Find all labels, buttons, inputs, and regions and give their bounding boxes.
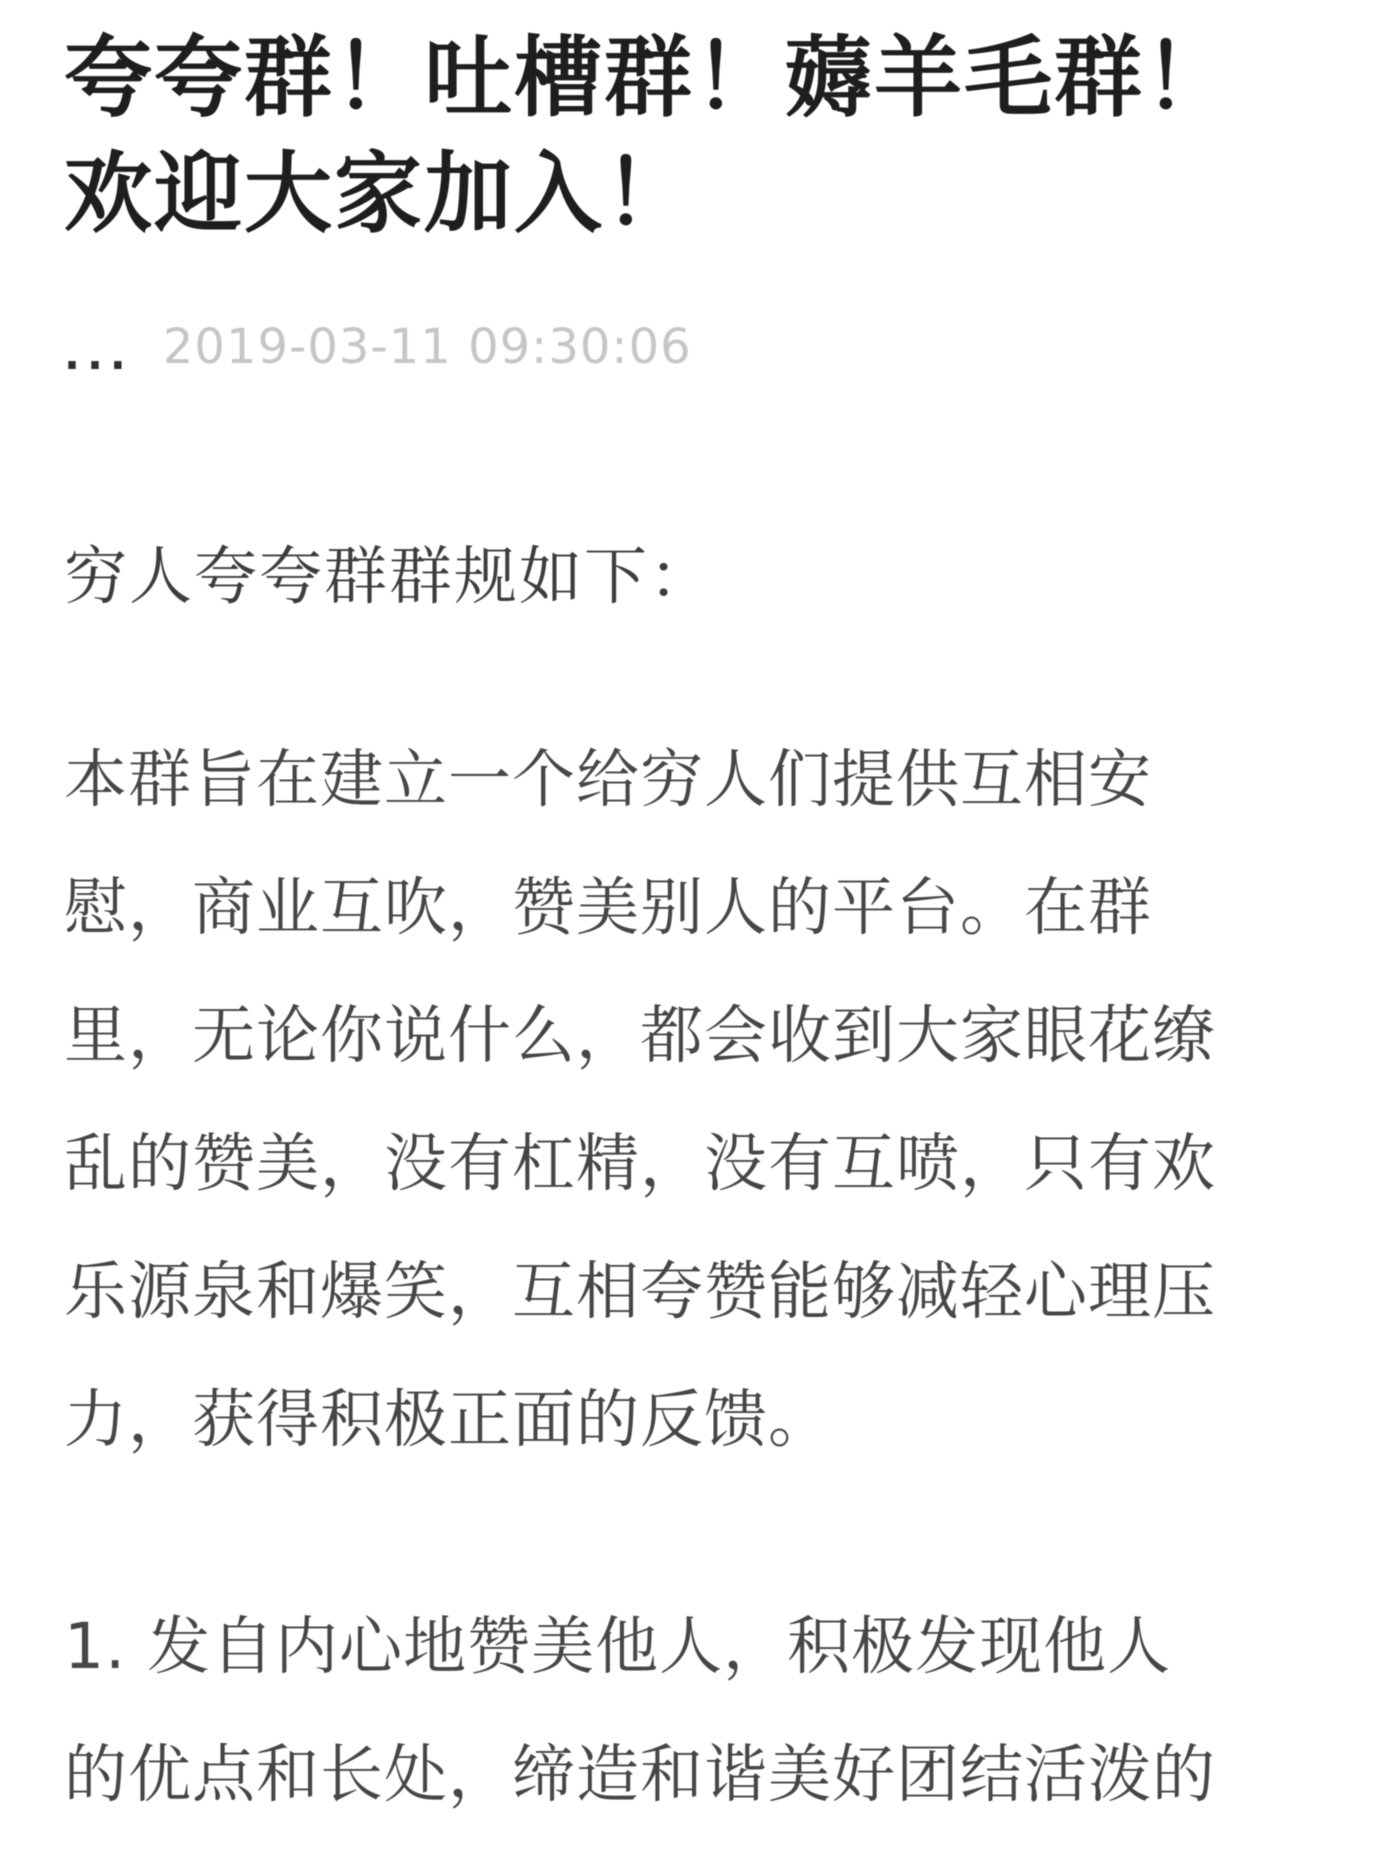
paragraph-line: 慰，商业互吹，赞美别人的平台。在群 bbox=[64, 871, 1152, 944]
paragraph-line: 乱的赞美，没有杠精，没有互喷，只有欢 bbox=[64, 1127, 1216, 1200]
author-ellipsis: ... bbox=[64, 330, 133, 379]
paragraph-line: 乐源泉和爆笑，互相夸赞能够减轻心理压 bbox=[64, 1255, 1216, 1328]
paragraph-line: 1. 发自内心地赞美他人，积极发现他人 bbox=[64, 1610, 1172, 1683]
post-timestamp: 2019-03-11 09:30:06 bbox=[162, 319, 692, 375]
post-title-line-1: 夸夸群！吐槽群！薅羊毛群！ bbox=[64, 26, 1235, 129]
rules-intro-paragraph bbox=[64, 716, 1360, 1484]
rules-heading: 穷人夸夸群群规如下： bbox=[64, 540, 714, 613]
paragraph-line: 里，无论你说什么，都会收到大家眼花缭 bbox=[64, 999, 1216, 1072]
post-title bbox=[64, 20, 1360, 252]
post-meta bbox=[64, 319, 1360, 379]
paragraph-line: 的优点和长处，缔造和谐美好团结活泼的 bbox=[64, 1738, 1216, 1811]
rule-item-1 bbox=[64, 1583, 1360, 1839]
paragraph-line: 本群旨在建立一个给穷人们提供互相安 bbox=[64, 743, 1152, 816]
paragraph-line: 力，获得积极正面的反馈。 bbox=[64, 1383, 832, 1456]
post-title-line-2: 欢迎大家加入！ bbox=[64, 142, 695, 245]
